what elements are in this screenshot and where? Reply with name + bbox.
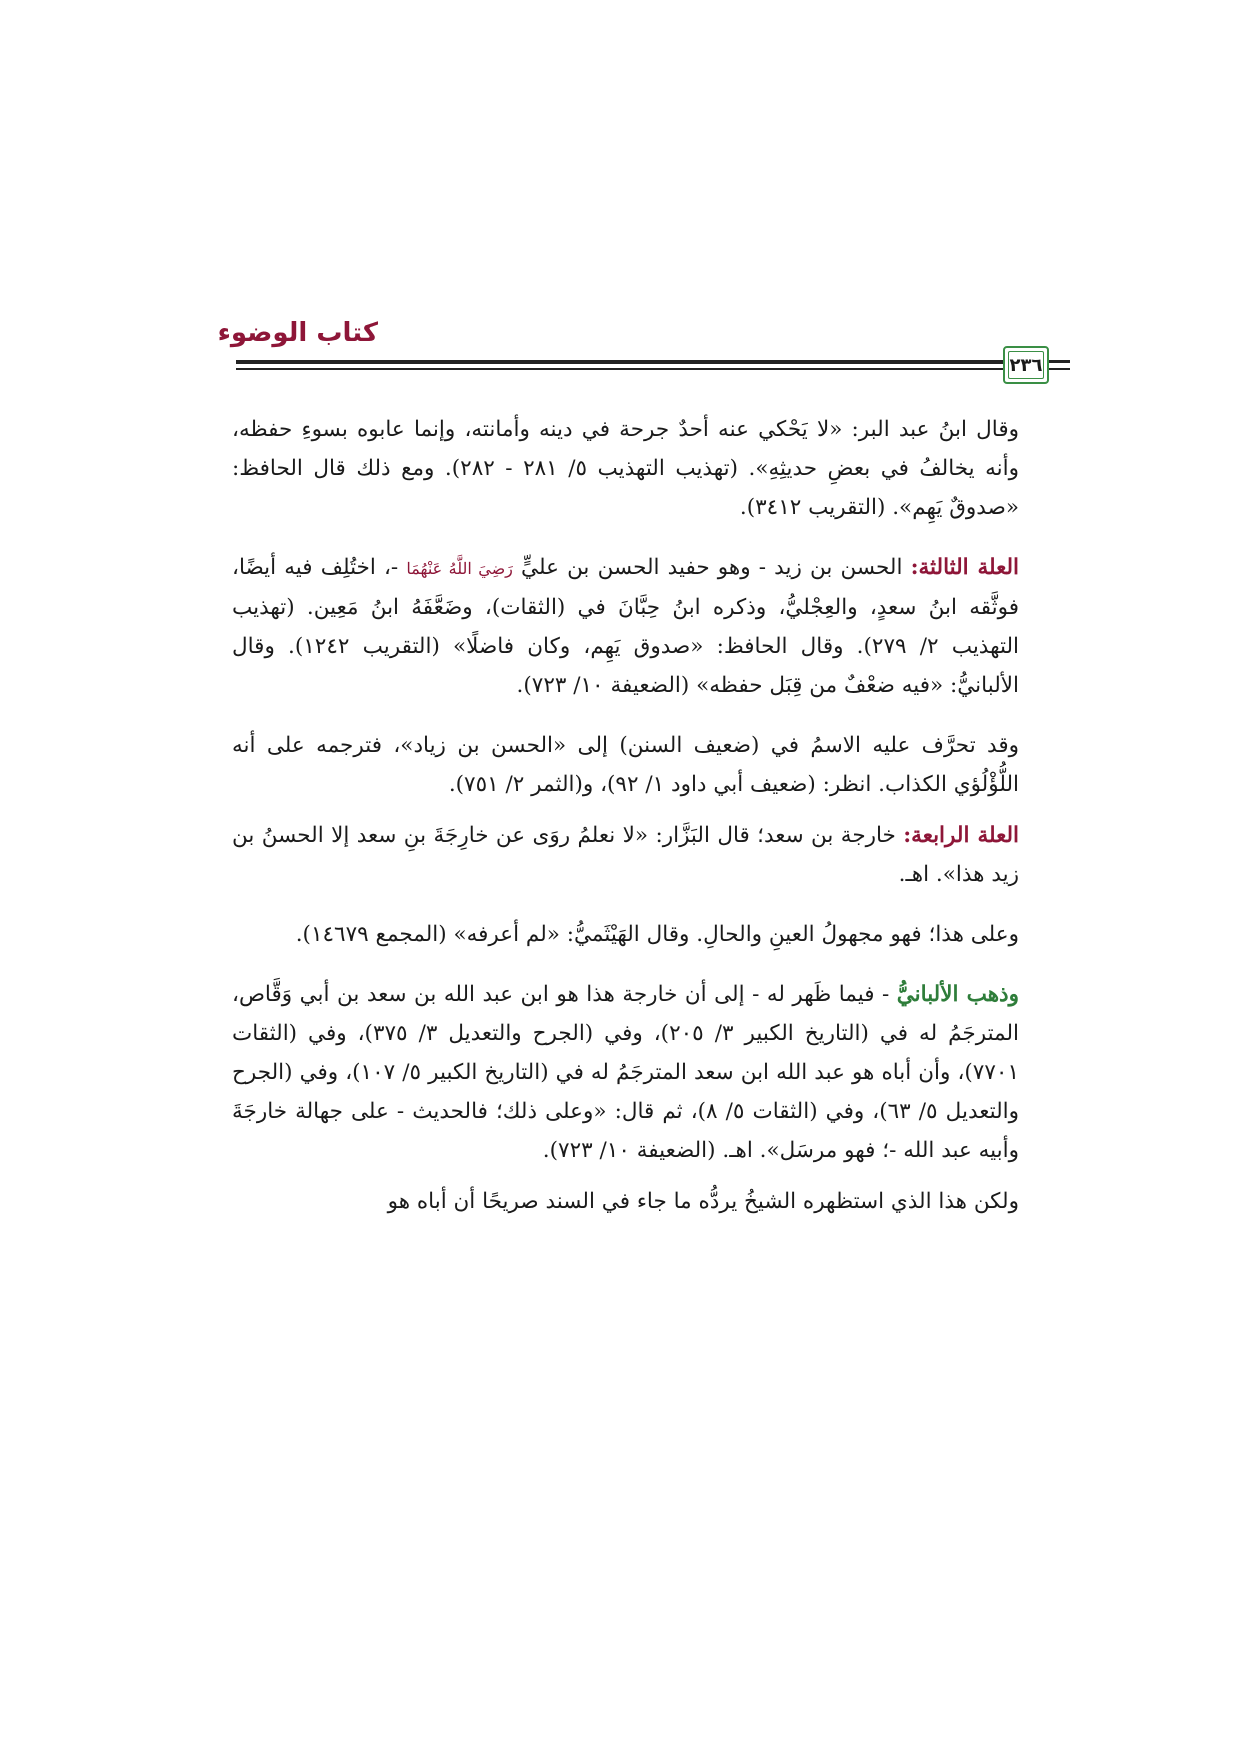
- paragraph-unknown-narrator: وعلى هذا؛ فهو مجهولُ العينِ والحالِ. وقال الهَيْثَميُّ: «لم أعرفه» (المجمع ١٤٦٧٩).: [295, 922, 1019, 947]
- book-title: كتاب الوضوء: [217, 318, 378, 348]
- page-body: [232, 410, 1019, 1242]
- albani-view-text: - فيما ظَهر له - إلى أن خارجة هذا هو ابن عبد الله بن سعد بن أبي وَقَّاص، المترجَمُ له في (التاريخ الكبير ٣/ ٢٠٥)، وفي (الجرح والتعديل ٣/ ٣٧٥)، وفي (الثقات ٧٧٠١)، وأن أباه هو عبد الله ابن سعد المترجَمُ له في (التاريخ الكبير ٥/ ١٠٧)، وفي (الجرح والتعديل ٥/ ٦٣)، وفي (الثقات ٥/ ٨)، ثم قال: «وعلى ذلك؛ فالحديث - على جهالة خارجَةَ وأبيه عبد الله -؛ فهو مرسَل». اهـ. (الضعيفة ١٠/ ٧٢٣).: [232, 982, 1020, 1163]
- third-defect-text-b: -، اختُلِف فيه أيضًا، فوثَّقه ابنُ سعدٍ، والعِجْليُّ، وذكره ابنُ حِبَّانَ في (الثقات)، وضَعَّفَهُ ابنُ مَعِين. (تهذيب التهذيب ٢/ ٢٧٩). وقال الحافظ: «صدوق يَهِم، وكان فاضلًا» (التقريب ١٢٤٢). وقال الألبانيُّ: «فيه ضعْفٌ من قِبَل حفظه» (الضعيفة ١٠/ ٧٢٣).: [232, 555, 1020, 698]
- page-header: [0, 300, 1240, 380]
- honorific-mark: رَضِيَ اللَّهُ عَنْهُمَا: [406, 559, 513, 578]
- header-rule-right-bottom: [1048, 368, 1070, 370]
- paragraph-third-defect: [232, 548, 1019, 705]
- fourth-defect-label: العلة الرابعة:: [903, 823, 1019, 848]
- albani-label: وذهب الألبانيُّ: [896, 982, 1020, 1007]
- header-rule-thick: [236, 360, 1010, 364]
- header-rule-thin: [236, 368, 1010, 370]
- paragraph-rebuttal: ولكن هذا الذي استظهره الشيخُ يردُّه ما جاء في السند صريحًا أن أباه هو: [387, 1189, 1019, 1214]
- header-rule-right-top: [1048, 360, 1070, 363]
- fourth-defect-text: خارجة بن سعد؛ قال البَزَّار: «لا نعلمُ روَى عن خارِجَةَ بنِ سعد إلا الحسنُ بن زيد هذا». اهـ.: [232, 823, 1019, 887]
- paragraph-ibn-abd-al-barr: وقال ابنُ عبد البر: «لا يَحْكي عنه أحدٌ جرحة في دينه وأمانته، وإنما عابوه بسوءِ حفظه، وأنه يخالفُ في بعضِ حديثِهِ». (تهذيب التهذيب ٥/ ٢٨١ - ٢٨٢). ومع ذلك قال الحافظ: «صدوقٌ يَهِم». (التقريب ٣٤١٢).: [232, 417, 1020, 520]
- paragraph-name-distortion: وقد تحرَّف عليه الاسمُ في (ضعيف السنن) إلى «الحسن بن زياد»، فترجمه على أنه اللُّؤْلُؤي الكذاب. انظر: (ضعيف أبي داود ١/ ٩٢)، و(الثمر ٢/ ٧٥١).: [232, 733, 1019, 797]
- third-defect-text-a: الحسن بن زيد - وهو حفيد الحسن بن عليٍّ: [512, 555, 911, 580]
- paragraph-fourth-defect: [232, 816, 1019, 894]
- page-number: ٢٣٦: [1009, 354, 1043, 376]
- third-defect-label: العلة الثالثة:: [910, 555, 1020, 580]
- page-number-badge: [1003, 346, 1049, 384]
- paragraph-albani-view: [232, 975, 1019, 1170]
